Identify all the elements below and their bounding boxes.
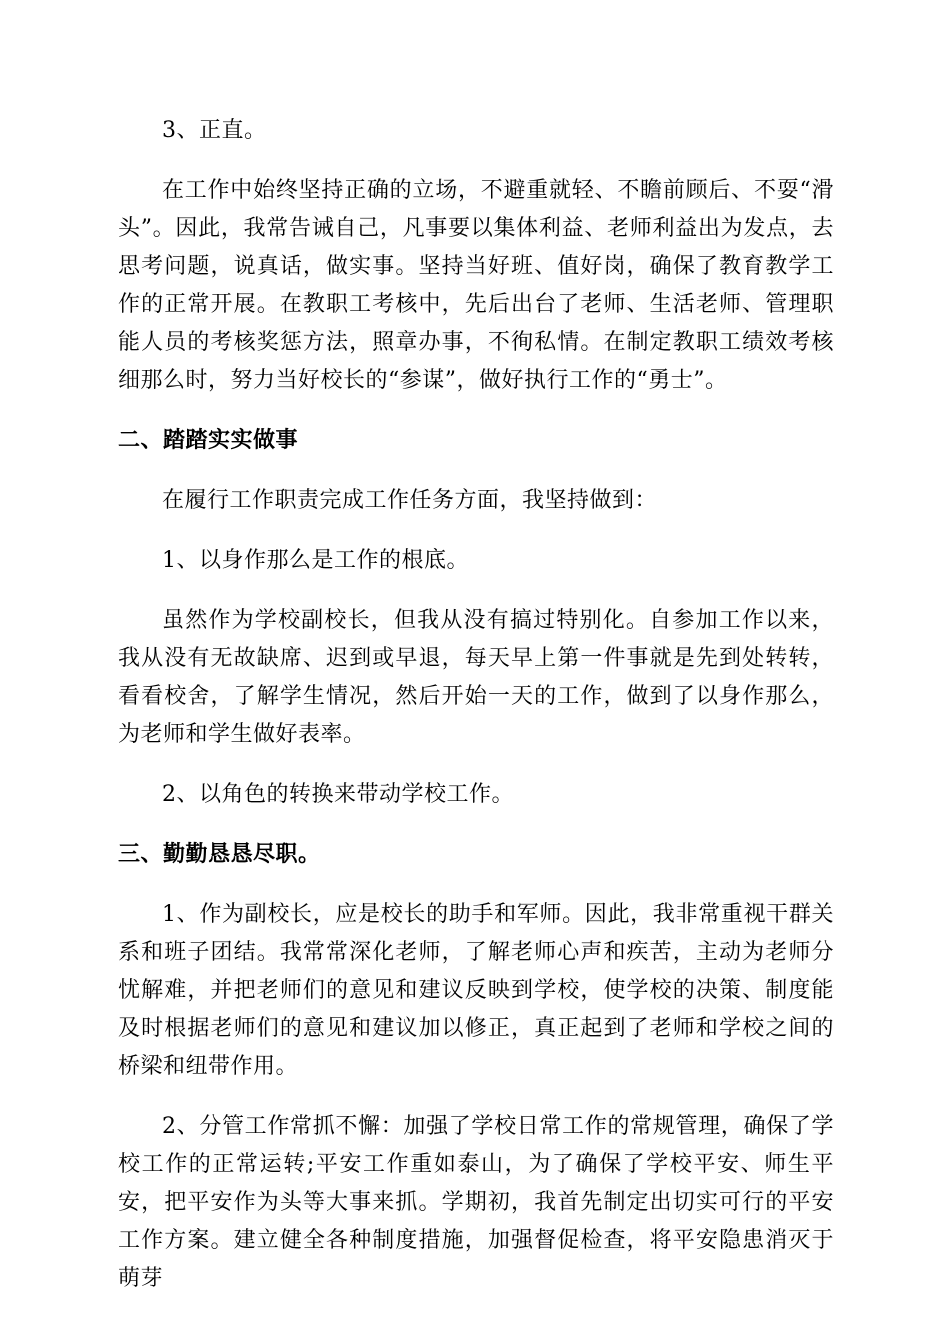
paragraph-item-1-lead-by-example: 1、以身作那么是工作的根底。 bbox=[162, 548, 469, 573]
document-body bbox=[118, 112, 834, 1320]
paragraph-item-3-honesty: 3、正直。 bbox=[162, 118, 267, 143]
paragraph-lead-by-example-body: 虽然作为学校副校长，但我从没有搞过特别化。自参加工作以来，我从没有无故缺席、迟到或早退，每天早上第一件事就是先到处转转，看看校舍，了解学生情况，然后开始一天的工作，做到了以身作那么，为老师和学生做好表率。 bbox=[118, 608, 834, 747]
paragraph-item-2-role-change: 2、以角色的转换来带动学校工作。 bbox=[162, 782, 514, 807]
paragraph-safety-management: 2、分管工作常抓不懈：加强了学校日常工作的常规管理，确保了学校工作的正常运转;平安工作重如泰山，为了确保了学校平安、师生平安，把平安作为头等大事来抓。学期初，我首先制定出切实可行的平安工作方案。建立健全各种制度措施，加强督促检查，将平安隐患消灭于萌芽 bbox=[118, 1114, 834, 1291]
paragraph-honesty-body: 在工作中始终坚持正确的立场，不避重就轻、不瞻前顾后、不耍“滑头”。因此，我常告诫自己，凡事要以集体利益、老师利益出为发点，去思考问题，说真话，做实事。坚持当好班、值好岗，确保了教育教学工作的正常开展。在教职工考核中，先后出台了老师、生活老师、管理职能人员的考核奖惩方法，照章办事，不徇私情。在制定教职工绩效考核细那么时，努力当好校长的“参谋”，做好执行工作的“勇士”。 bbox=[118, 178, 834, 393]
paragraph-duties-intro: 在履行工作职责完成工作任务方面，我坚持做到： bbox=[162, 488, 658, 513]
section-heading-3: 三、勤勤恳恳尽职。 bbox=[118, 842, 321, 867]
section-heading-2: 二、踏踏实实做事 bbox=[118, 428, 299, 453]
paragraph-assistant-role: 1、作为副校长，应是校长的助手和军师。因此，我非常重视干群关系和班子团结。我常常深化老师，了解老师心声和疾苦，主动为老师分忧解难，并把老师们的意见和建议反映到学校，使学校的决策、制度能及时根据老师们的意见和建议加以修正，真正起到了老师和学校之间的桥梁和纽带作用。 bbox=[118, 902, 834, 1079]
